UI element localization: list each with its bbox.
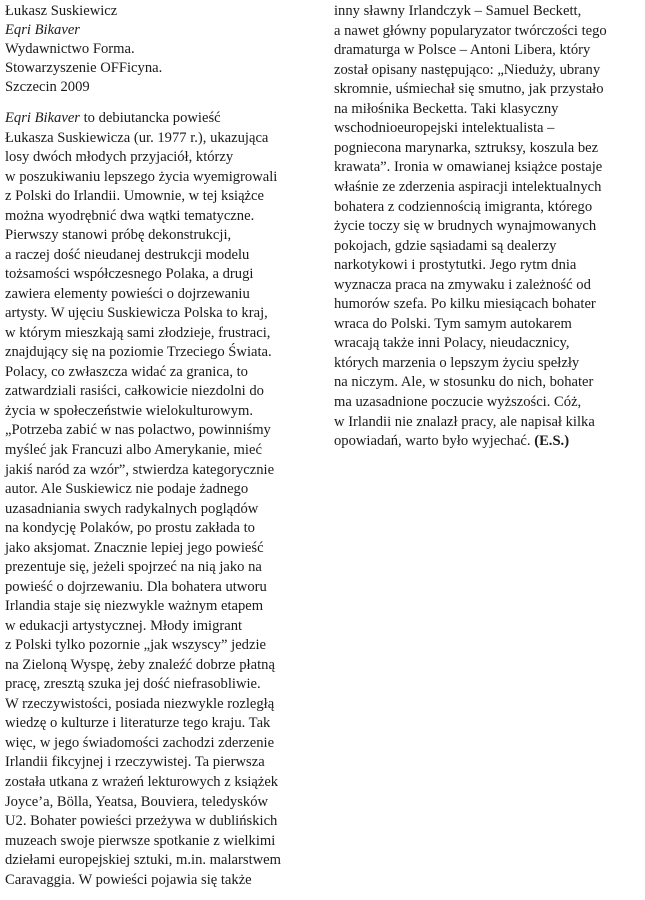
text-line: ma uzasadnione poczucie wyższości. Cóż,	[334, 394, 582, 410]
text-line: na miłośnika Becketta. Taki klasyczny	[334, 100, 559, 117]
text-line: jako aksjomat. Znacznie lepiej jego powieść	[5, 539, 264, 556]
text-line: skromnie, uśmiechał się smutno, jak przystało	[334, 81, 604, 98]
text-line: pokojach, gdzie sąsiadami są dealerzy	[334, 237, 557, 254]
text-line: z Polski tylko pozornie „jak wszyscy” jedzie	[5, 637, 266, 654]
text-line: w poszukiwaniu lepszego życia wyemigrowali	[5, 168, 278, 185]
text-segment: opowiadań, warto było wyjechać.	[334, 433, 535, 450]
text-line: Caravaggia. W powieści pojawia się także	[5, 871, 252, 888]
text-line: pracę, zresztą szuka jej dość niefrasobliwie.	[5, 676, 261, 693]
text-line: na Zieloną Wyspę, żeby znaleźć dobrze płatną	[5, 656, 275, 673]
text-line: wraca do Polski. Tym samym autokarem	[334, 315, 572, 332]
text-line: Joyce’a, Bölla, Yeatsa, Bouviera, teledysków	[5, 793, 269, 810]
text-line: Irlandia staje się niezwykle ważnym etapem	[5, 598, 264, 615]
text-line: na niczym. Ale, w stosunku do nich, bohater	[334, 374, 594, 391]
text-line: losy dwóch młodych przyjaciół, którzy	[5, 149, 234, 166]
text-line: tożsamości współczesnego Polaka, a drugi	[5, 266, 254, 283]
text-line: można wyodrębnić dwa wątki tematyczne.	[5, 207, 255, 224]
text-line: zatwardziali rasiści, całkowicie niezdolni do	[5, 383, 264, 400]
text-line	[5, 109, 221, 128]
text-line: „Potrzeba zabić w nas polactwo, powinniśmy	[5, 422, 271, 439]
text-line: U2. Bohater powieści przeżywa w dublińskich	[5, 813, 278, 830]
text-line: humorów szefa. Po kilku miesiącach bohater	[334, 296, 596, 313]
text-line: muzeach swoje pierwsze spotkanie z wielkimi	[5, 832, 276, 849]
text-line: bohatera z codziennością imigranta, którego	[334, 198, 593, 215]
text-line: życia w społeczeństwie wielokulturowym.	[5, 402, 254, 419]
text-line: których marzenia o lepszym życiu spełzły	[334, 354, 580, 371]
text-line: krawata”. Ironia w omawianej książce postaje	[334, 159, 603, 176]
text-line: inny sławny Irlandczyk – Samuel Beckett,	[334, 3, 582, 19]
text-line: więc, w jego świadomości zachodzi zderzenie	[5, 734, 275, 751]
text-line: a raczej dość nieudanej destrukcji modelu	[5, 246, 250, 263]
text-line: z Polski do Irlandii. Umownie, w tej książce	[5, 188, 264, 205]
text-line: powieść o dojrzewaniu. Dla bohatera utworu	[5, 578, 267, 595]
text-line: Łukasza Suskiewicza (ur. 1977 r.), ukazująca	[5, 129, 269, 146]
text-line: znajdujący się na poziomie Trzeciego Świata.	[5, 344, 272, 361]
italic-title: Eqri Bikaver	[5, 110, 80, 126]
text-line: jakiś naród za wzór”, stwierdza kategorycznie	[5, 461, 275, 478]
text-line: wyznacza praca na zmywaku i zależność od	[334, 276, 591, 293]
text-line: artysty. W ujęciu Suskiewicza Polska to kraj,	[5, 305, 268, 322]
text-line: na kondycję Polaków, po prostu zakłada to	[5, 520, 255, 537]
text-line: w którym mieszkają sami złodzieje, frustraci,	[5, 324, 271, 341]
text-line	[334, 432, 569, 451]
text-line: został opisany następująco: „Nieduży, ubrany	[334, 61, 601, 78]
book-publisher: Wydawnictwo Forma.	[5, 41, 135, 57]
book-association: Stowarzyszenie OFFicyna.	[5, 60, 163, 76]
text-line: W rzeczywistości, posiada niezwykle rozległą	[5, 695, 275, 712]
text-line: Pierwszy stanowi próbę dekonstrukcji,	[5, 227, 232, 244]
book-author: Łukasz Suskiewicz	[5, 3, 118, 19]
text-line: w Irlandii nie znalazł pracy, ale napisał kilka	[334, 413, 595, 430]
text-line: myśleć jak Francuzi albo Amerykanie, mieć	[5, 442, 262, 458]
book-title: Eqri Bikaver	[5, 22, 80, 38]
text-segment: to debiutancka powieść	[79, 110, 221, 126]
text-line: narkotykowi i prostytutki. Jego rytm dnia	[334, 257, 577, 274]
text-line: została utkana z wrażeń lekturowych z książek	[5, 774, 279, 791]
text-line: autor. Ale Suskiewicz nie podaje żadnego	[5, 481, 249, 498]
book-place-year: Szczecin 2009	[5, 79, 90, 95]
text-line: wschodnioeuropejski intelektualista –	[334, 120, 555, 137]
text-line: zawiera elementy powieści o dojrzewaniu	[5, 285, 250, 302]
text-line: dramaturga w Polsce – Antoni Libera, który	[334, 42, 591, 59]
text-line: wracają także inni Polacy, nieudacznicy,	[334, 335, 570, 352]
text-line: wiedzę o kulturze i literaturze tego kraju. Tak	[5, 715, 271, 732]
text-line: prezentuje się, jeżeli spojrzeć na nią jako na	[5, 559, 262, 576]
text-line: Irlandii fikcyjnej i rzeczywistej. Ta pierwsza	[5, 754, 265, 771]
text-line: Polacy, co zwłaszcza widać za granica, to	[5, 363, 248, 380]
text-line: pogniecona marynarka, sztruksy, koszula bez	[334, 139, 599, 156]
text-line: właśnie ze zderzenia aspiracji intelektualnych	[334, 178, 602, 195]
text-line: w edukacji artystycznej. Młody imigrant	[5, 617, 243, 634]
text-line: uzasadniania swych radykalnych poglądów	[5, 500, 259, 517]
text-line: a nawet główny popularyzator twórczości tego	[334, 22, 607, 39]
author-initials: (E.S.)	[534, 433, 570, 450]
text-line: życie toczy się w brudnych wynajmowanych	[334, 218, 597, 235]
text-line: dziełami europejskiej sztuki, m.in. malarstwem	[5, 852, 281, 869]
